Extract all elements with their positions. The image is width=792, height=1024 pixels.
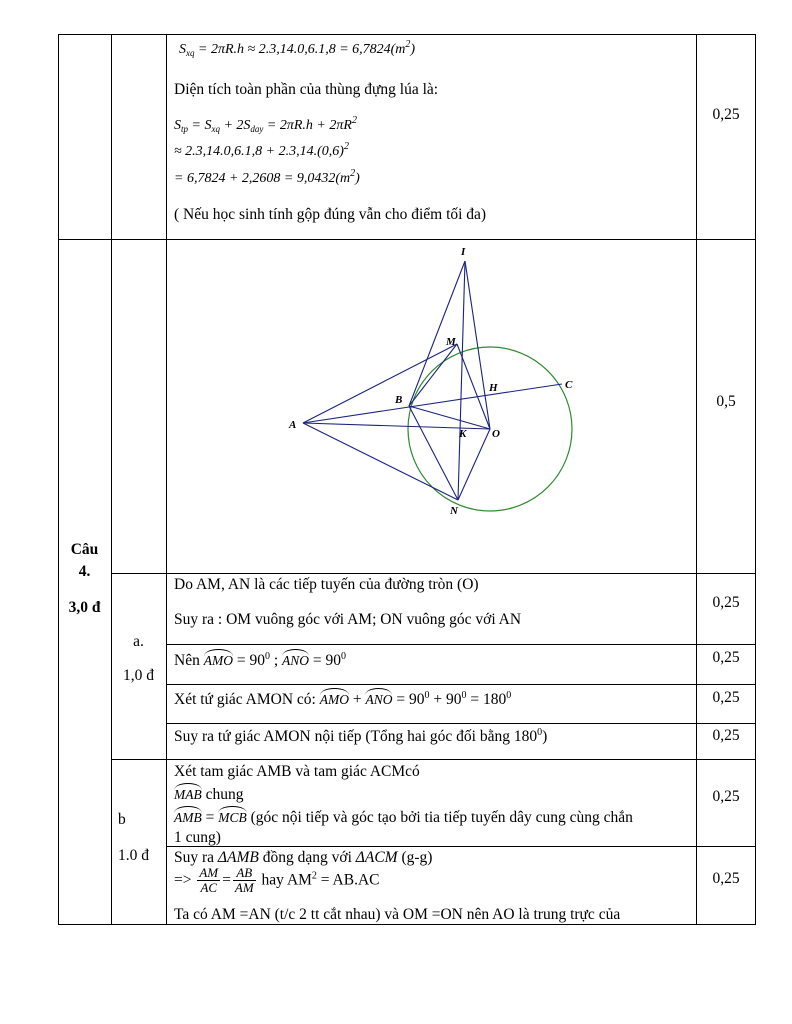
answer-table [58, 34, 756, 925]
line-io [465, 261, 490, 429]
formula-sxq: $S_{xq} = 2\pi R.h \approx 2.3,14.0,6.1,8 = 6,7824(m^2)$ [179, 39, 416, 58]
row-border [111, 759, 756, 760]
part-a-row3: Xét tứ giác AMON có: AMO + ANO = $90^0 + 90^0 = 180^0$ [174, 690, 512, 708]
label-o: O [492, 428, 500, 440]
part-b-row2-line3: Ta có AM =AN (t/c 2 tt cắt nhau) và OM =ON nên AO là trung trực của [174, 906, 621, 923]
part-b-row1-line2: MAB chung [174, 786, 244, 803]
question-label-line2: 4. [78, 563, 91, 581]
line-mo [457, 344, 490, 429]
line-ib [409, 261, 465, 406]
part-a-row1-score: 0,25 [712, 594, 740, 611]
line-mb [409, 344, 457, 406]
part-a-row1-line2: Suy ra : OM vuông góc với AM; ON vuông góc với AN [174, 611, 522, 628]
row-border [58, 924, 756, 925]
question-points: 3,0 đ [68, 599, 101, 616]
part-b-points: 1.0 đ [118, 847, 149, 864]
figure-labels [288, 246, 573, 517]
part-a-label: a. [133, 633, 144, 650]
part-b-row1-line3: AMB = MCB (góc nội tiếp và góc tạo bởi tia tiếp tuyến dây cung cùng chắn [174, 809, 633, 826]
line-bo [409, 406, 490, 429]
row-border [166, 684, 756, 685]
formula-approx: ≈ $2.3,14.0,6.1,8 + 2.3,14.(0,6)^2$ [174, 141, 349, 159]
formula-stp: $S_{tp} = S_{xq} + 2S_{day} = 2\pi R.h + 2\pi R^2$ [174, 115, 357, 134]
part-a-row1-line1: Do AM, AN là các tiếp tuyến của đường tròn (O) [174, 576, 479, 593]
figure-score: 0,5 [716, 393, 736, 410]
line-bn [409, 406, 458, 500]
label-c: C [565, 379, 573, 391]
part-a-row4-score: 0,25 [712, 727, 740, 744]
label-a: A [289, 419, 297, 431]
part-b-row1-score: 0,25 [712, 788, 740, 805]
part-b-label: b [118, 811, 126, 828]
formula-result: = $6,7824 + 2,2608 = 9,0432(m^2)$ [174, 168, 360, 186]
tp-intro: Diện tích toàn phần của thùng đựng lúa là: [174, 81, 439, 98]
line-in [458, 261, 465, 500]
geometry-figure [167, 240, 695, 572]
line-an [303, 423, 458, 500]
part-b-row1-line4: 1 cung) [174, 829, 221, 846]
part-a-points: 1,0 đ [123, 667, 154, 684]
label-k: K [459, 428, 467, 440]
question-label-line1: Câu [70, 541, 99, 558]
part-a-row3-score: 0,25 [712, 689, 740, 706]
row-border [166, 846, 756, 847]
label-n: N [450, 505, 458, 517]
col-border [58, 34, 59, 925]
label-b: B [395, 394, 403, 406]
row-border [166, 723, 756, 724]
part-a-row2-score: 0,25 [712, 649, 740, 666]
part-b-row2-line1: Suy ra ΔAMB đồng dạng với ΔACM (g-g) [174, 849, 433, 866]
row-border [58, 34, 756, 35]
part-b-row2-score: 0,25 [712, 870, 740, 887]
label-m: M [446, 336, 456, 348]
col-border [111, 34, 112, 925]
label-h: H [489, 382, 498, 394]
part-b-row2-line2: => $\frac{AM}{AC}$ = $\frac{AB}{AM}$ hay $AM^2 = AB.AC$ [174, 865, 380, 896]
part-b-row1-line1: Xét tam giác AMB và tam giác ACMcó [174, 763, 420, 780]
part-a-row2: Nên AMO = $90^0$ ; ANO = $90^0$ [174, 651, 347, 669]
score: 0,25 [712, 106, 740, 123]
note: ( Nếu học sinh tính gộp đúng vẫn cho điểm tối đa) [174, 206, 487, 223]
figure-lines [303, 261, 562, 500]
row-border [166, 644, 756, 645]
label-i: I [461, 246, 466, 258]
question-label [58, 539, 111, 584]
part-a-row4: Suy ra tứ giác AMON nội tiếp (Tổng hai góc đối bằng $180^0$) [174, 727, 548, 745]
row-border [111, 573, 756, 574]
